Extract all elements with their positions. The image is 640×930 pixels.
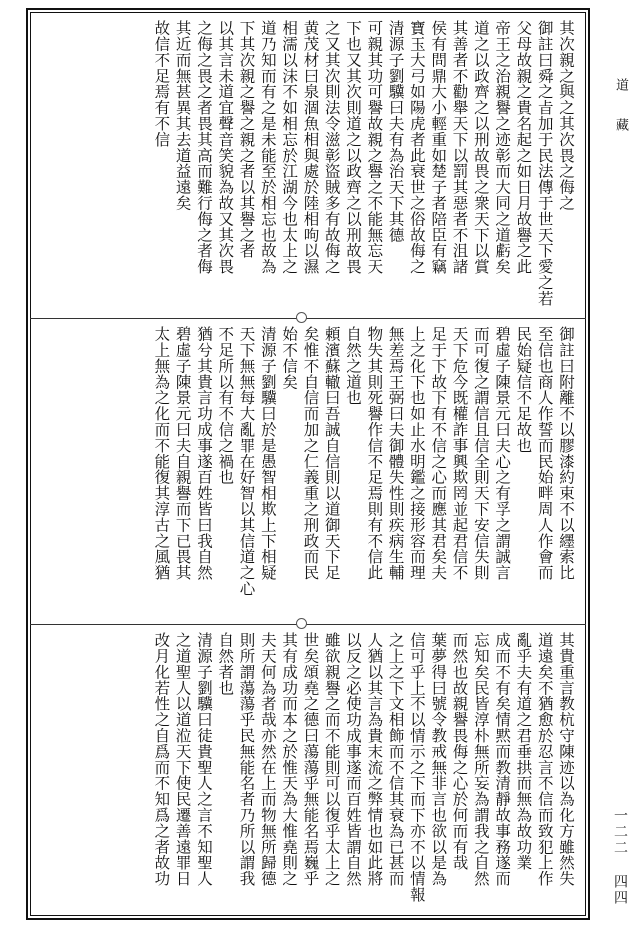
text-column: 道遠矣不猶愈於忍言不信而致犯上作 xyxy=(535,632,554,887)
text-column: 而可復之謂信且信全則天下安信失則 xyxy=(471,326,490,581)
text-column: 父母故親之貴名起之如日月故譽之此 xyxy=(514,20,533,275)
text-column: 葉夢得曰號令教戒無非言也欲以是為 xyxy=(429,632,448,887)
text-column: 足于下故下有不信之心而應其君矣夫 xyxy=(429,326,448,581)
text-column: 其善者不勸舉天下以罰其惡者不沮諸 xyxy=(450,20,469,275)
text-column: 天下危今既權詐事興欺罔並起君信不 xyxy=(450,326,469,581)
text-column: 自然之道也 xyxy=(344,326,363,406)
text-column: 人猶以其言為貴末流之弊情也如此將 xyxy=(365,632,384,887)
text-column: 以反之必使功成事遂而百姓皆謂自然 xyxy=(344,632,363,887)
text-column: 碧虛子陳景元曰夫心之有孚之謂誠言 xyxy=(493,326,512,581)
text-column: 改月化若性之自爲而不知爲之者故功 xyxy=(152,632,171,887)
text-column: 則所謂蕩蕩乎民無能名者乃所以謂我 xyxy=(237,632,256,887)
text-column: 道之以政齊之以刑故畏之衆天下以賞 xyxy=(471,20,490,275)
text-column: 而然也故親譽畏侮之心於何而有哉 xyxy=(450,632,469,871)
text-panel-bottom xyxy=(40,632,576,916)
text-column: 世矣頌堯之德曰蕩蕩乎無能名焉巍乎 xyxy=(301,632,320,887)
binding-hole xyxy=(296,312,307,323)
text-column: 其有成功而本之於惟天為大惟堯則之 xyxy=(280,632,299,887)
text-column: 猶兮其貴言功成事遂百姓皆曰我自然 xyxy=(194,326,213,581)
text-column: 其貴重言教杭守陳迹以為化方雖然失 xyxy=(557,632,575,887)
text-column: 下也又其次則道之以政齊之以刑故畏 xyxy=(344,20,363,275)
text-column: 始不信矣 xyxy=(280,326,299,390)
text-column: 之又其次則法令滋彰盜賊多有故侮之 xyxy=(322,20,341,275)
text-column: 以其言未道宜聲音笑貌為故又其次畏 xyxy=(216,20,235,275)
text-panel-top xyxy=(40,20,576,312)
text-column: 上之化下也如止水明鑑之接形容而理 xyxy=(407,326,426,581)
text-column: 夫天何為者哉亦然在上而物無所歸德 xyxy=(258,632,277,887)
text-column: 成而不有矣情黙而教清靜故事務遂而 xyxy=(493,632,512,887)
text-column: 太上無為之化而不能復其淳古之風猶 xyxy=(152,326,171,581)
text-column: 忘知矣民皆淳朴無所妄為謂我之自然 xyxy=(471,632,490,887)
panel-divider xyxy=(30,624,586,625)
text-column: 信可乎上不以情示之下而下亦不以情報 xyxy=(407,632,426,903)
margin-page-number: 一二二 四四 xyxy=(612,808,628,906)
text-column: 無差焉王弼曰夫御體失性則疾病生輔 xyxy=(386,326,405,581)
text-column: 寶玉大弓如陽虎者此衰世之俗故侮之 xyxy=(407,20,426,275)
text-column: 之道聖人以道涖天下使民遷善遠罪日 xyxy=(173,632,192,887)
text-column: 御註曰舜之㫖加于民法傳于世天下愛之若 xyxy=(535,20,554,307)
text-column: 道乃知而有之是未能至於相忘也故為 xyxy=(258,20,277,275)
text-column: 雖欲親譽之而不能則可以復乎太上之 xyxy=(322,632,341,887)
text-column: 清源子劉驥曰夫有為治天下其德 xyxy=(386,20,405,243)
text-column: 之侮之畏之者畏其高而難行侮之者侮 xyxy=(194,20,213,275)
text-column: 碧虛子陳景元曰夫自親譽而下已畏其 xyxy=(173,326,192,581)
panel-divider xyxy=(30,318,586,319)
text-column: 其次親之與之其次畏之侮之 xyxy=(557,20,575,211)
text-column: 其近而無甚異其去道益遠矣 xyxy=(173,20,192,211)
text-column: 自然者也 xyxy=(216,632,235,696)
text-column: 天下無無每大亂罪在好智以其信道之心 xyxy=(237,326,256,597)
text-panel-middle xyxy=(40,326,576,618)
text-column: 民始疑信不足故也 xyxy=(514,326,533,454)
text-column: 可親其功可譽故親之譽之不能無忘天 xyxy=(365,20,384,275)
text-column: 不足所以有不信之禍也 xyxy=(216,326,235,485)
text-column: 相濡以沫不如相忘於江湖今也太上之 xyxy=(280,20,299,275)
text-column: 故信不足焉有不信 xyxy=(152,20,171,148)
text-column: 亂乎夫有道之君垂拱而無為故功業 xyxy=(514,632,533,871)
text-column: 清源子劉驥曰徒貴聖人之言不知聖人 xyxy=(194,632,213,887)
text-column: 御註曰附離不以膠漆約束不以纆索比 xyxy=(557,326,575,581)
text-column: 矣惟不自信而加之仁義重之刑政而民 xyxy=(301,326,320,581)
text-column: 帝王之治親譽之迹彰而大同之道虧矣 xyxy=(493,20,512,275)
text-column: 至信也商人作誓而民始畔周人作會而 xyxy=(535,326,554,581)
text-column: 頼濱蘇轍曰吾誠自信則以道御天下足 xyxy=(322,326,341,581)
text-column: 物失其則死譽作信不足焉則有不信此 xyxy=(365,326,384,581)
text-column: 清源子劉驥曰於是愚智相欺上下相疑 xyxy=(258,326,277,581)
text-column: 之上之下文相飾而不信其衰為已甚而 xyxy=(386,632,405,887)
text-column: 侯有問鼎大小輕重如楚子者陪臣有竊 xyxy=(429,20,448,275)
margin-title: 道 藏 xyxy=(613,78,628,137)
text-column: 黄茂材曰泉涸魚相與處於陸相呴以濕 xyxy=(301,20,320,275)
binding-hole xyxy=(296,618,307,629)
text-column: 下其次親之譽之親之者以其譽之者 xyxy=(237,20,256,259)
